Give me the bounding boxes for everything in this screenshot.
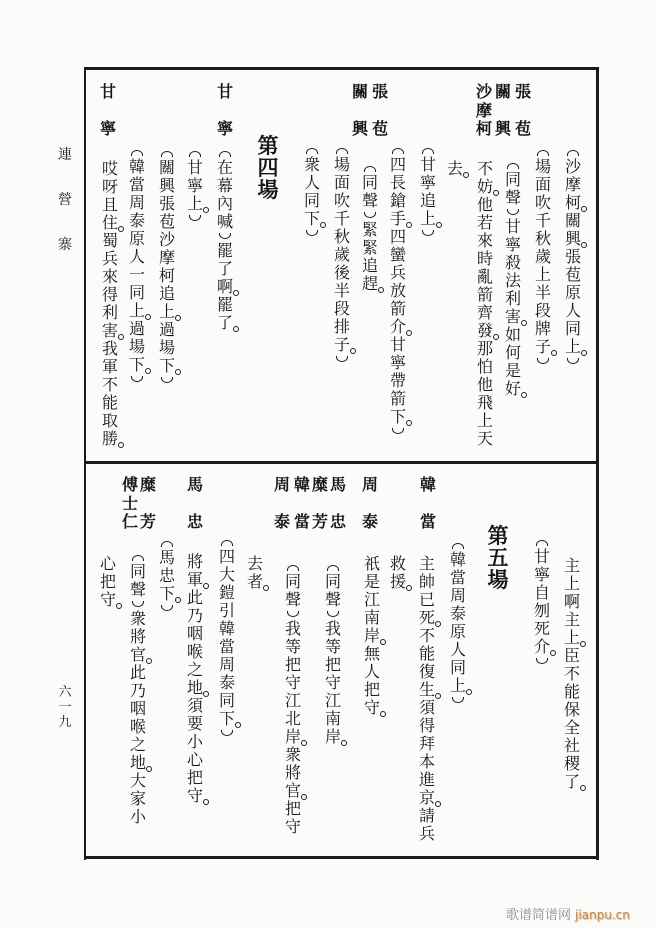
stage-direction: 沙 摩 柯 關 興 張 苞 原 人 同 上 <box>563 147 583 367</box>
frame-top-border <box>85 67 599 70</box>
dialogue-line: 同 聲 甘 寧 殺 法 利 害 如 何 是 好 <box>503 160 523 398</box>
dialogue-line: 在 幕 內 喊 罷 了 啊 罷 了 <box>215 148 235 332</box>
frame-bottom-border <box>85 856 599 859</box>
speaker-name: 傅 士 仁 <box>121 475 138 531</box>
page-number: 六 一 九 <box>58 685 72 730</box>
scene-title: 第 五 場 <box>487 523 509 592</box>
speaker-name: 沙 摩 柯 <box>475 82 492 138</box>
stage-direction: 場 面 吹 千 秋 歲 上 半 段 牌 子 <box>533 147 553 367</box>
speaker-name: 關 興 <box>494 82 511 138</box>
scene-title: 第 四 場 <box>257 133 279 202</box>
stage-direction: 甘 寧 上 <box>185 148 205 224</box>
speaker-name: 張 苞 <box>371 82 388 138</box>
dialogue-line: 去 者 <box>245 555 265 591</box>
speaker-name: 馬 忠 <box>329 475 346 531</box>
speaker-name: 韓 當 <box>293 475 310 531</box>
stage-direction: 場 面 吹 千 秋 歲 後 半 段 排 子 <box>332 145 352 365</box>
stage-direction: 甘 寧 追 上 <box>418 145 438 239</box>
dialogue-line: 將 軍 此 乃 咽 喉 之 地 須 要 小 心 把 守 <box>185 553 205 805</box>
speaker-name: 張 苞 <box>514 82 531 138</box>
dialogue-line: 不 妨 他 若 來 時 亂 箭 齊 發 那 怕 他 飛 上 天 <box>475 160 495 448</box>
dialogue-line: 救 援 <box>388 555 408 591</box>
stage-direction: 韓 當 周 泰 原 人 同 上 <box>448 540 468 706</box>
running-title: 連 營 寨 <box>58 147 72 253</box>
dialogue-line: 同 聲 緊 緊 追 趕 <box>360 163 380 293</box>
dialogue-line: 去 <box>445 160 465 178</box>
speaker-name: 甘 寧 <box>216 82 233 138</box>
watermark-site-name: 歌谱简谱网 <box>506 908 572 923</box>
speaker-name: 糜 芳 <box>139 475 156 531</box>
dialogue-line: 同 聲 我 等 把 守 江 北 岸 衆 將 官 把 守 <box>283 562 303 836</box>
speaker-name: 韓 當 <box>419 475 436 531</box>
speaker-name: 馬 忠 <box>186 475 203 531</box>
stage-direction: 衆 人 同 下 <box>302 145 322 239</box>
dialogue-line: 主 帥 已 死 不 能 復 生 須 得 拜 本 進 京 請 兵 <box>417 555 437 843</box>
dialogue-line: 同 聲 衆 將 官 此 乃 咽 喉 之 地 大 家 小 <box>128 552 148 826</box>
stage-direction: 四 長 鎗 手 四 蠻 兵 放 箭 介 甘 寧 帶 箭 下 <box>388 145 408 437</box>
dialogue-line: 主 上 啊 主 上 臣 不 能 保 全 社 稷 了 <box>562 557 582 791</box>
stage-direction: 韓 當 周 泰 原 人 一 同 上 過 場 下 <box>127 147 147 385</box>
watermark <box>506 904 630 923</box>
speaker-name: 甘 寧 <box>99 82 116 138</box>
dialogue-line: 心 把 守 <box>98 555 118 609</box>
speaker-name: 周 泰 <box>273 475 290 531</box>
dialogue-line: 祇 是 江 南 岸 無 人 把 守 <box>362 555 382 717</box>
stage-direction: 馬 忠 下 <box>157 538 177 614</box>
stage-direction: 四 大 鎧 引 韓 當 周 泰 同 下 <box>217 537 237 739</box>
speaker-name: 關 興 <box>351 82 368 138</box>
stage-direction: 甘 寧 自 刎 死 介 <box>532 537 552 667</box>
speaker-name: 糜 芳 <box>311 475 328 531</box>
stage-direction: 關 興 張 苞 沙 摩 柯 追 上 過 場 下 <box>157 148 177 386</box>
watermark-domain: jianpu.cn <box>575 908 630 922</box>
speaker-name: 周 泰 <box>361 475 378 531</box>
frame-middle-divider <box>85 461 599 464</box>
dialogue-line: 哎 呀 且 住 蜀 兵 來 得 利 害 我 軍 不 能 取 勝 <box>100 160 120 448</box>
dialogue-line: 同 聲 我 等 把 守 江 南 岸 <box>323 562 343 746</box>
